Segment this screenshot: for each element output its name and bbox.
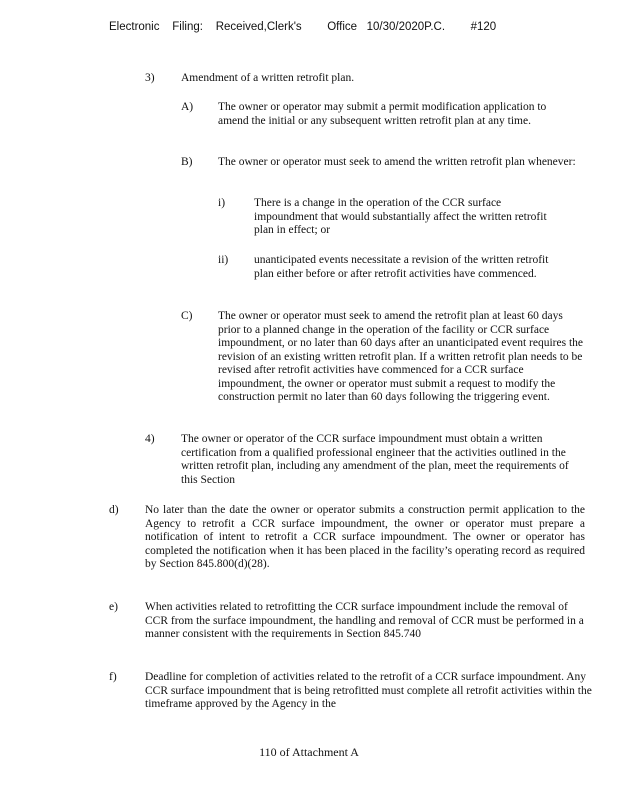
item-f-text: Deadline for completion of activities related to the retrofit of a CCR surface impoundment. Any CCR surface impoundment that is being retrofitted must complete all retrofit activities within the timeframe approved by the Agency in the [145, 671, 592, 710]
filing-header: Electronic Filing: Received,Clerk's Office 10/30/2020P.C. #120 [109, 21, 497, 33]
item-3C-text: The owner or operator must seek to amend the retrofit plan at least 60 days prior to a planned change in the operation of the facility or CCR surface impoundment, or no later than 60 days after an unanticipated event requires the revision of an existing written retrofit plan. If a written retrofit plan needs to be revised after retrofit activities have commenced for a CCR surface impoundment, the owner or operator must submit a request to modify the construction permit no later than 60 days following the triggering event. [218, 310, 584, 403]
item-f-label: f) [109, 671, 117, 683]
item-3-label: 3) [145, 72, 155, 84]
item-d-label: d) [109, 504, 119, 516]
item-3-heading: Amendment of a written retrofit plan. [181, 72, 355, 84]
item-4-text: The owner or operator of the CCR surface impoundment must obtain a written certification from a qualified professional engineer that the activities outlined in the written retrofit plan, including any amendment of the plan, meet the requirements of this Section [181, 433, 569, 486]
item-4-label: 4) [145, 433, 155, 445]
item-e-text: When activities related to retrofitting the CCR surface impoundment include the removal of CCR from the surface impoundment, the handling and removal of CCR must be performed in a manner consistent with the requirements in Section 845.740 [145, 601, 584, 640]
item-3C-label: C) [181, 310, 193, 322]
item-3A-text: The owner or operator may submit a permit modification application to amend the initial or any subsequent written retrofit plan at any time. [218, 101, 547, 127]
item-3Bi-label: i) [218, 197, 226, 209]
item-e-label: e) [109, 601, 118, 613]
item-3B-label: B) [181, 156, 193, 168]
page-footer: 110 of Attachment A [259, 745, 359, 759]
item-3Bii-text: unanticipated events necessitate a revision of the written retrofit plan either before or after retrofit activities have commenced. [254, 254, 549, 280]
item-d-text: No later than the date the owner or operator submits a construction permit application to the Agency to retrofit a CCR surface impoundment, the owner or operator must prepare a notification of intent to retrofit a CCR surface impoundment. The owner or operator has completed the notification when it has been placed in the facility’s operating record as required by Section 845.800(d)(28). [145, 504, 585, 570]
item-3B-text: The owner or operator must seek to amend the written retrofit plan whenever: [218, 156, 576, 168]
item-3Bii-label: ii) [218, 254, 229, 266]
item-3A-label: A) [181, 101, 194, 113]
item-3Bi-text: There is a change in the operation of the CCR surface impoundment that would substantially affect the written retrofit plan in effect; or [254, 197, 547, 236]
